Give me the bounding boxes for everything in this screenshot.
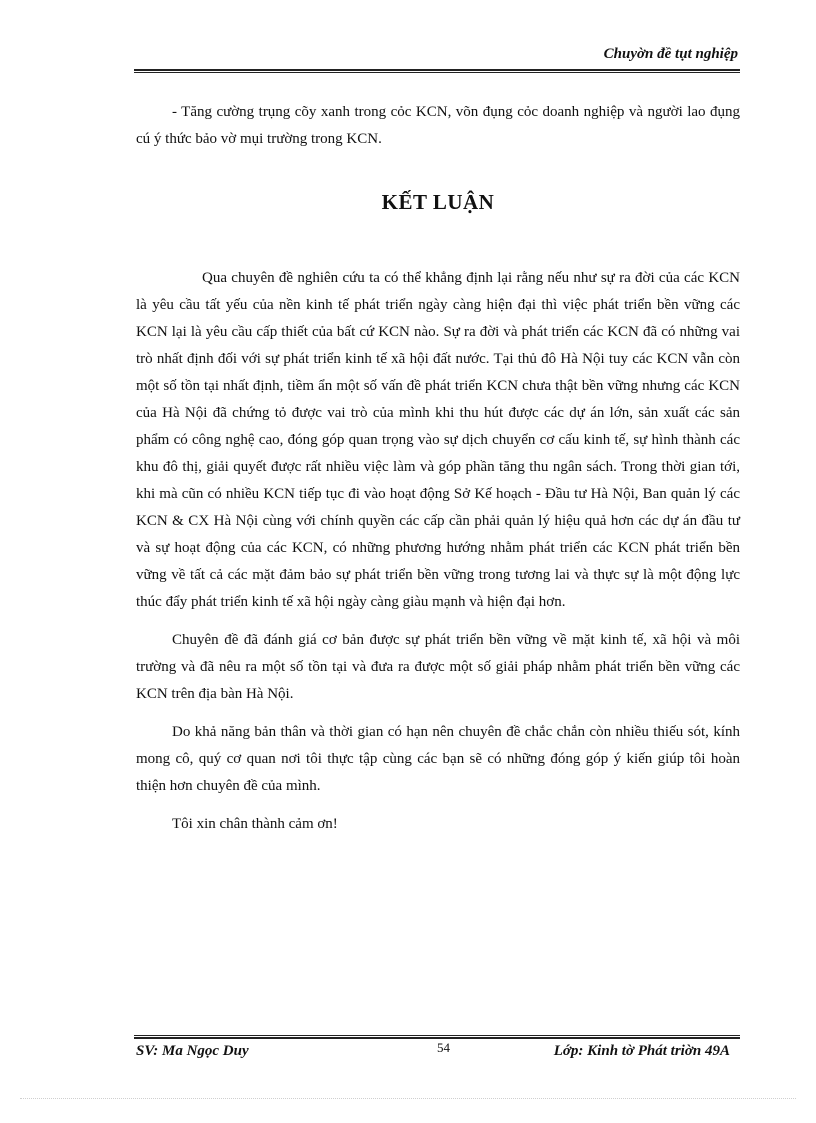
header-title: Chuyờn đề tụt nghiệp	[603, 46, 738, 62]
conclusion-paragraph-1: Qua chuyên đề nghiên cứu ta có thể khẳng định lại rằng nếu như sự ra đời của các KCN là yêu cầu tất yếu của nền kinh tế phát triển ngày càng hiện đại thì việc phát triển bền vững các KCN lại là yêu cầu cấp thiết của bất cứ KCN nào. Sự ra đời và phát triển các KCN đã có những vai trò nhất định đối với sự phát triển kinh tế xã hội đất nước. Tại thủ đô Hà Nội tuy các KCN vẫn còn một số tồn tại nhất định, tiềm ẩn một số vấn đề phát triển KCN chưa thật bền vững nhưng các KCN của Hà Nội đã chứng tỏ được vai trò của mình khi thu hút được các dự án lớn, sản xuất các sản phẩm có công nghệ cao, đóng góp quan trọng vào sự dịch chuyển cơ cấu kinh tế, sự hình thành các khu đô thị, giải quyết được rất nhiều việc làm và góp phần tăng thu ngân sách. Trong thời gian tới, khi mà cũn có nhiều KCN tiếp tục đi vào hoạt động Sở Kế hoạch - Đầu tư Hà Nội, Ban quản lý các KCN & CX Hà Nội cùng với chính quyền các cấp cần phải quản lý hiệu quả hơn các dự án đầu tư và sự hoạt động của các KCN, có những phương hướng nhằm phát triển các KCN phát triển bền vững về tất cả các mặt đảm bảo sự phát triển bền vững trong tương lai và thực sự là một động lực thúc đẩy phát triển kinh tế xã hội ngày càng giàu mạnh và hiện đại hơn.	[136, 270, 740, 610]
page-number: 54	[437, 1040, 450, 1055]
conclusion-paragraph-3: Do khả năng bản thân và thời gian có hạn nên chuyên đề chắc chắn còn nhiều thiếu sót, kính mong cô, quý cơ quan nơi tôi thực tập cùng các bạn sẽ có những đóng góp ý kiến giúp tôi hoàn thiện hơn chuyên đề của mình.	[136, 724, 740, 794]
conclusion-title: KẾT LUẬN	[381, 190, 495, 214]
conclusion-paragraph-4: Tôi xin chân thành cảm ơn!	[172, 816, 338, 832]
intro-paragraph: - Tăng cường trụng cõy xanh trong cỏc KCN, võn đụng cỏc doanh nghiệp và người lao đụng cú ý thức bảo vờ mụi trường trong KCN.	[136, 104, 740, 147]
conclusion-body	[136, 265, 740, 849]
footer-rule	[134, 1035, 740, 1039]
conclusion-paragraph-2: Chuyên đề đã đánh giá cơ bản được sự phát triển bền vững về mặt kinh tế, xã hội và môi trường và đã nêu ra một số tồn tại và đưa ra được một số giải pháp nhằm phát triển bền vững các KCN trên địa bàn Hà Nội.	[136, 632, 740, 702]
header-rule	[134, 69, 740, 73]
footer-student-name: SV: Ma Ngọc Duy	[136, 1043, 249, 1059]
page-bottom-dotted-line	[20, 1098, 796, 1099]
footer-class: Lớp: Kinh tờ Phát triờn 49A	[553, 1043, 730, 1059]
